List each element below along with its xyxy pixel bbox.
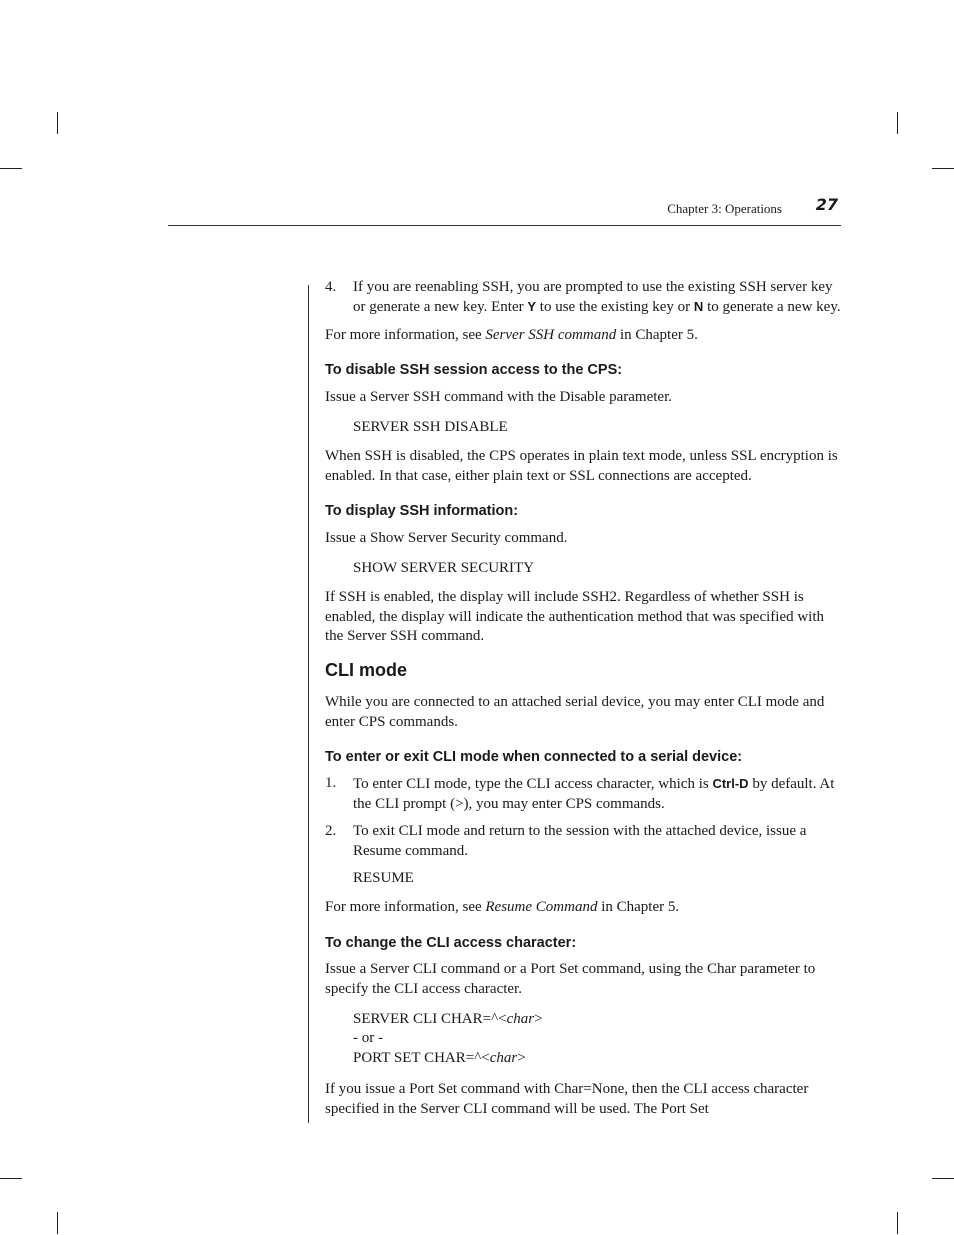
command-example: SHOW SERVER SECURITY xyxy=(353,560,535,577)
more-info-paragraph: For more information, see Server SSH command in Chapter 5. xyxy=(325,326,698,343)
paragraph: When SSH is disabled, the CPS operates in plain text mode, unless SSL encryption is enabled. In that case, either plain text or SSL connections are accepted. xyxy=(325,448,838,484)
command-example: RESUME xyxy=(353,869,414,886)
list-item xyxy=(325,278,843,318)
paragraph: Issue a Server SSH command with the Disable parameter. xyxy=(325,388,672,405)
section-heading: CLI mode xyxy=(325,659,408,680)
paragraph: Issue a Server CLI command or a Port Set command, using the Char parameter to specify the CLI access character. xyxy=(325,961,816,997)
list-text: If you are reenabling SSH, you are prompted to use the existing SSH server key or generate a new key. Enter Y to use the existing key or N to generate a new key. xyxy=(353,279,841,316)
crop-mark xyxy=(57,112,58,134)
code-separator: - or - xyxy=(353,1030,383,1047)
paragraph: If SSH is enabled, the display will include SSH2. Regardless of whether SSH is enabled, the display will indicate the authentication method that was specified with the Server SSH command. xyxy=(325,589,825,645)
crop-mark xyxy=(897,1212,898,1234)
crop-mark xyxy=(932,1178,954,1179)
procedure-heading: To display SSH information: xyxy=(325,503,519,520)
procedure-heading: To enter or exit CLI mode when connected to a serial device: xyxy=(325,748,743,765)
key-label: Y xyxy=(527,299,537,315)
running-header xyxy=(168,195,841,226)
paragraph: While you are connected to an attached serial device, you may enter CLI mode and enter CPS commands. xyxy=(325,694,825,730)
command-example xyxy=(353,1010,843,1068)
more-info-paragraph: For more information, see Resume Command in Chapter 5. xyxy=(325,899,680,916)
procedure-heading: To disable SSH session access to the CPS: xyxy=(325,362,623,379)
cross-reference: Resume Command xyxy=(485,899,598,916)
list-number: 1. xyxy=(325,775,337,792)
chapter-title: Chapter 3: Operations xyxy=(667,201,782,216)
list-text: To enter CLI mode, type the CLI access character, which is Ctrl-D by default. At the CLI prompt (>), you may enter CPS commands. xyxy=(353,776,835,812)
crop-mark xyxy=(932,168,954,169)
crop-mark xyxy=(57,1212,58,1234)
cross-reference: Server SSH command xyxy=(485,326,617,343)
crop-mark xyxy=(897,112,898,134)
page-body xyxy=(325,278,843,1130)
list-item xyxy=(325,774,843,814)
margin-rule xyxy=(308,285,309,1123)
key-label: Ctrl-D xyxy=(712,776,749,792)
page-number: 27 xyxy=(815,195,838,214)
key-label: N xyxy=(693,299,704,315)
command-example: SERVER SSH DISABLE xyxy=(353,419,508,436)
procedure-heading: To change the CLI access character: xyxy=(325,934,577,951)
list-text: To exit CLI mode and return to the session with the attached device, issue a Resume command. xyxy=(353,823,807,859)
code-line: PORT SET CHAR=^<char> xyxy=(353,1049,526,1066)
paragraph: Issue a Show Server Security command. xyxy=(325,529,568,546)
paragraph: If you issue a Port Set command with Char=None, then the CLI access character specified in the Server CLI command will be used. The Port Set xyxy=(325,1081,809,1117)
code-line: SERVER CLI CHAR=^<char> xyxy=(353,1010,543,1027)
crop-mark xyxy=(0,168,22,169)
list-number: 2. xyxy=(325,823,337,840)
list-item xyxy=(325,822,843,861)
crop-mark xyxy=(0,1178,22,1179)
list-number: 4. xyxy=(325,279,337,295)
